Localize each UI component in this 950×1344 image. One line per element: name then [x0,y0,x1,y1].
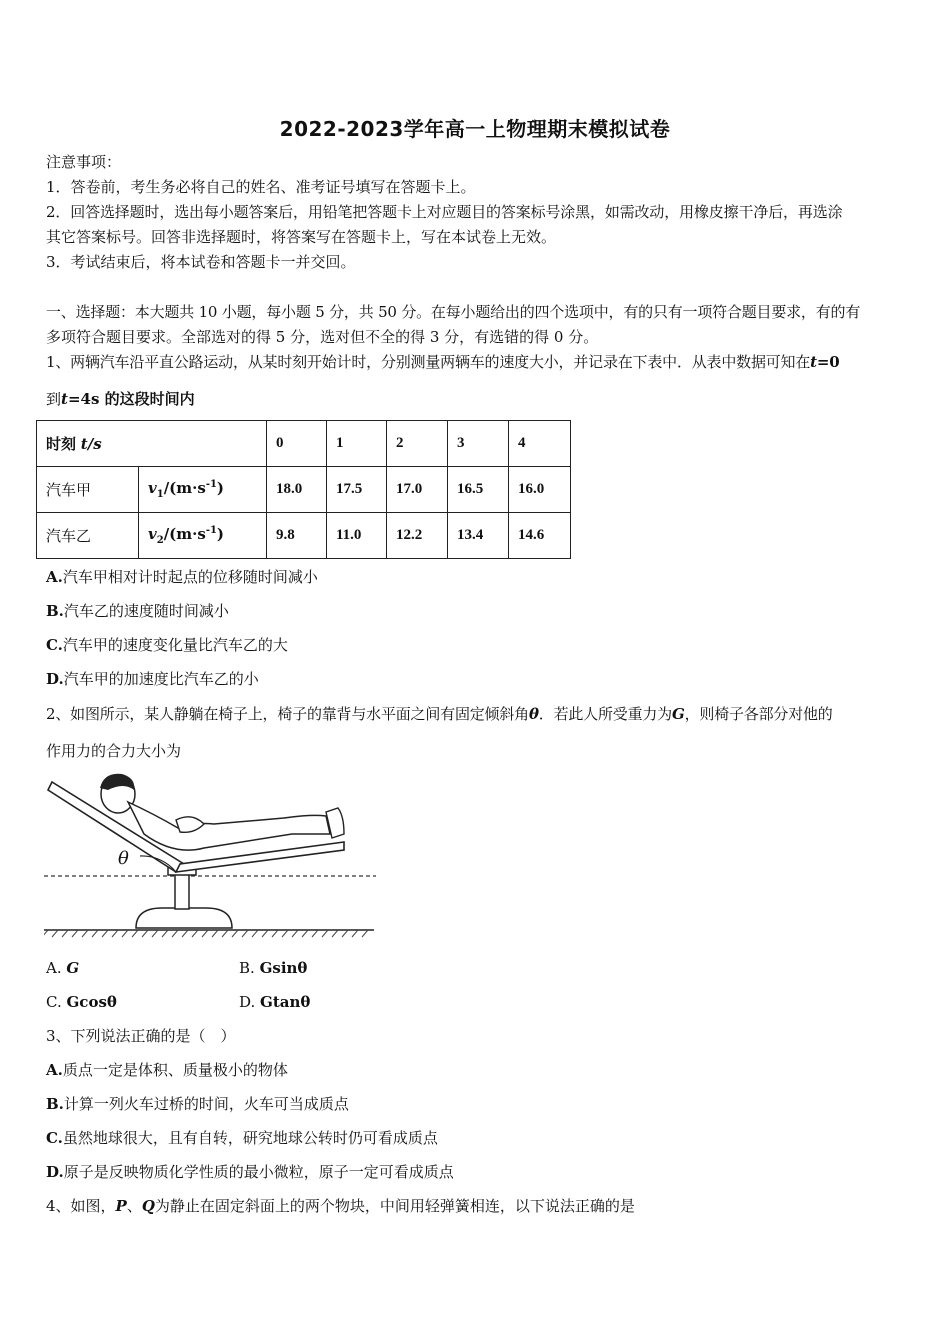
table-header-row [37,421,571,467]
person-body [128,802,330,850]
chair-post [175,873,189,909]
table-cell: 17.5 [327,467,387,513]
table-cell: 汽车乙 [37,513,139,559]
page-title: 2022-2023学年高一上物理期末模拟试卷 [279,117,671,141]
option-d[interactable]: D. Gtanθ [239,993,311,1011]
option-c[interactable]: C. Gcosθ [46,993,117,1011]
reclining-chair-figure [44,768,376,938]
question-4-stem: 4、如图，P、Q为静止在固定斜面上的两个物块，中间用轻弹簧相连，以下说法正确的是 [46,1197,635,1215]
question-1-stem: 到t=4s 的这段时间内 [46,390,195,408]
table-cell: 17.0 [387,467,448,513]
question-3-stem: 3、下列说法正确的是（ ） [46,1027,236,1045]
question-2-stem: 作用力的合力大小为 [46,742,182,760]
notice-item: 1．答卷前，考生务必将自己的姓名、准考证号填写在答题卡上。 [46,178,476,196]
table-cell: 2 [387,421,448,467]
chair-base [136,908,232,928]
option-a[interactable]: A.质点一定是体积、质量极小的物体 [46,1061,288,1079]
section-instruction: 一、选择题：本大题共 10 小题，每小题 5 分，共 50 分。在每小题给出的四个选项中，有的只有一项符合题目要求，有的有 [46,303,861,321]
table-cell: 11.0 [327,513,387,559]
option-c[interactable]: C.虽然地球很大，且有自转，研究地球公转时仍可看成质点 [46,1129,438,1147]
table-cell: 16.5 [448,467,509,513]
table-cell: 16.0 [509,467,571,513]
table-cell: 9.8 [267,513,327,559]
ground-hatching [44,930,368,937]
question-1-stem: 1、两辆汽车沿平直公路运动，从某时刻开始计时，分别测量两辆车的速度大小，并记录在下表中．从表中数据可知在t=0 [46,353,840,371]
table-header-cell: 时刻 t/s [37,421,267,467]
option-d[interactable]: D.原子是反映物质化学性质的最小微粒，原子一定可看成质点 [46,1163,454,1181]
table-cell: 0 [267,421,327,467]
notice-item: 其它答案标号。回答非选择题时，将答案写在答题卡上，写在本试卷上无效。 [46,228,557,246]
table-cell: 18.0 [267,467,327,513]
option-b[interactable]: B.汽车乙的速度随时间减小 [46,602,229,620]
notice-item: 3．考试结束后，将本试卷和答题卡一并交回。 [46,253,356,271]
table-cell: 1 [327,421,387,467]
table-cell: $v_1/(m\cdot s^{-1})$ [139,467,267,513]
notice-heading: 注意事项： [46,153,122,171]
table-cell: 12.2 [387,513,448,559]
section-instruction: 多项符合题目要求。全部选对的得 5 分，选对但不全的得 3 分，有选错的得 0 分。 [46,328,599,346]
theta-label: θ [118,848,129,869]
notice-item: 2．回答选择题时，选出每小题答案后，用铅笔把答题卡上对应题目的答案标号涂黑，如需改动，用橡皮擦干净后，再选涂 [46,203,843,221]
option-b[interactable]: B. Gsinθ [239,959,308,977]
option-a[interactable]: A.汽车甲相对计时起点的位移随时间减小 [46,568,318,586]
table-cell: 13.4 [448,513,509,559]
velocity-table [36,420,571,559]
table-cell: 3 [448,421,509,467]
table-row [37,513,571,559]
table-cell: 汽车甲 [37,467,139,513]
option-a[interactable]: A. G [46,959,80,977]
option-d[interactable]: D.汽车甲的加速度比汽车乙的小 [46,670,259,688]
question-2-stem: 2、如图所示，某人静躺在椅子上，椅子的靠背与水平面之间有固定倾斜角θ．若此人所受重力为G，则椅子各部分对他的 [46,705,833,723]
table-row [37,467,571,513]
option-c[interactable]: C.汽车甲的速度变化量比汽车乙的大 [46,636,288,654]
table-cell: 14.6 [509,513,571,559]
table-cell: 4 [509,421,571,467]
option-b[interactable]: B.计算一列火车过桥的时间，火车可当成质点 [46,1095,349,1113]
table-cell: $v_2/(m\cdot s^{-1})$ [139,513,267,559]
